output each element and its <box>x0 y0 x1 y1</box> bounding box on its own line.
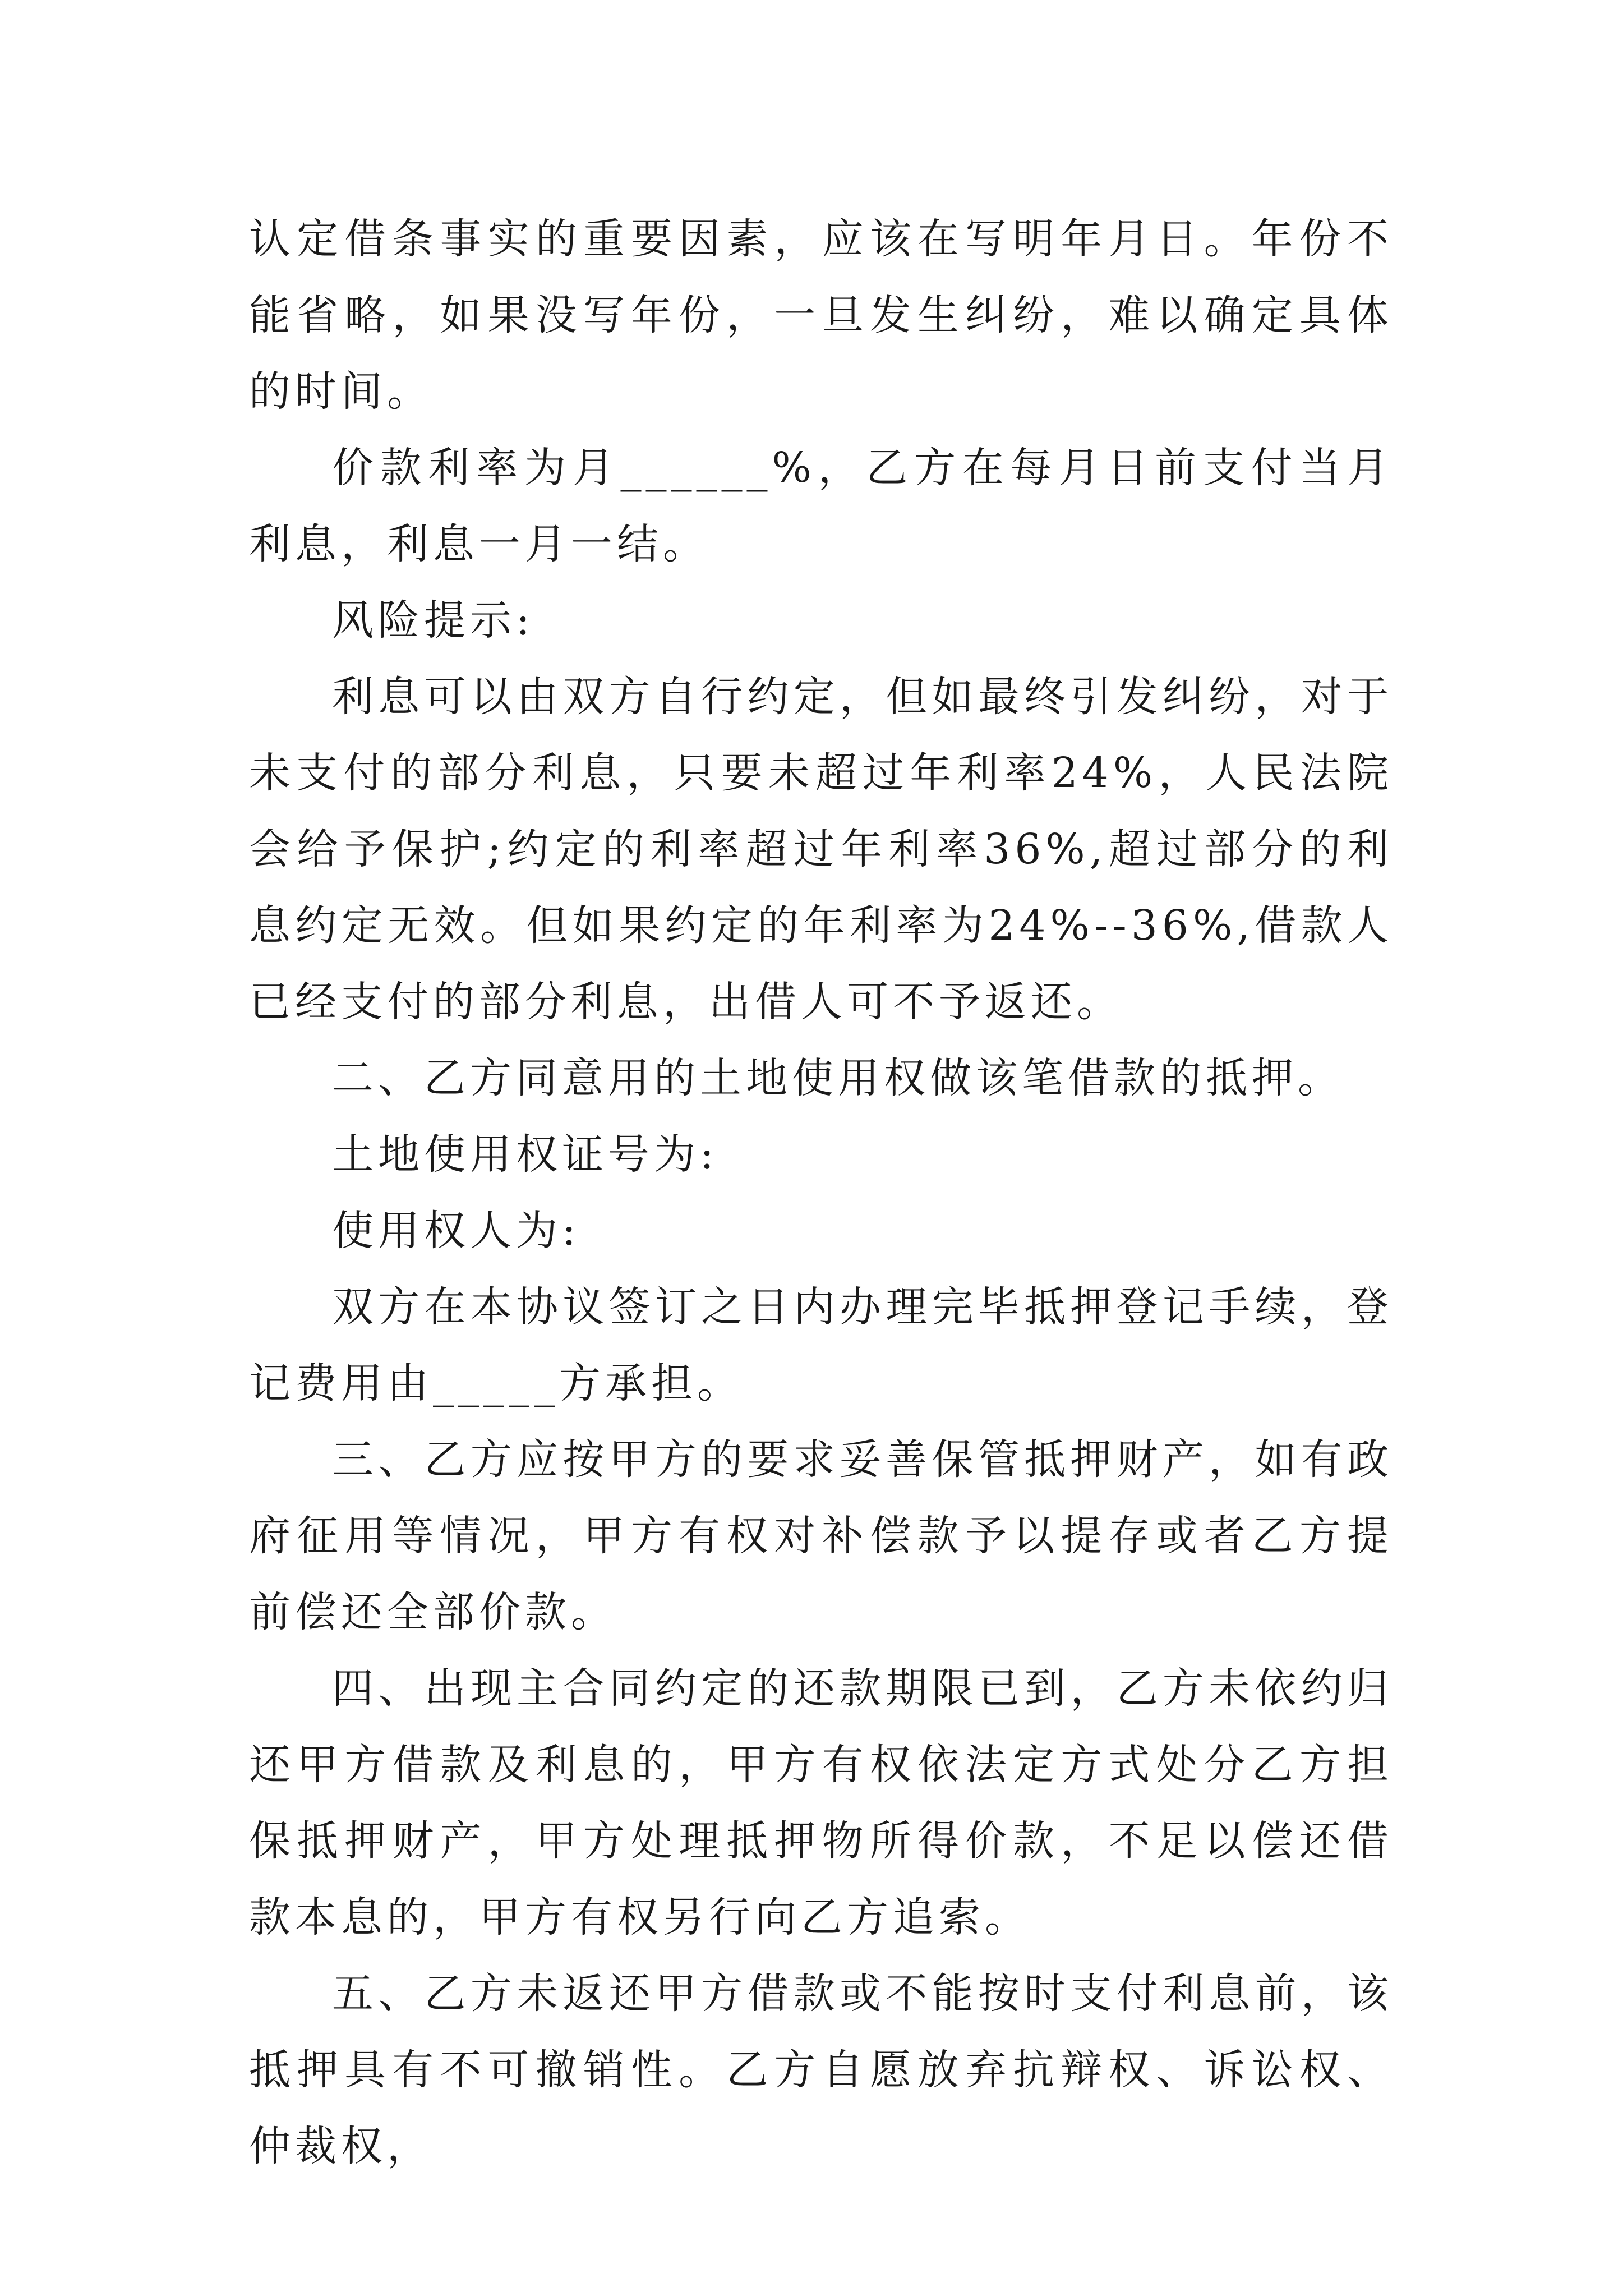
paragraph: 认定借条事实的重要因素，应该在写明年月日。年份不能省略，如果没写年份，一旦发生纠纷，难以确定具体的时间。 <box>249 215 1393 416</box>
paragraph: 利息可以由双方自行约定，但如最终引发纠纷，对于未支付的部分利息，只要未超过年利率24%，人民法院会给予保护;约定的利率超过年利率36%,超过部分的利息约定无效。但如果约定的年利率为24%--36%,借款人已经支付的部分利息，出借人可不予返还。 <box>249 673 1393 1026</box>
paragraph: 二、乙方同意用的土地使用权做该笔借款的抵押。 <box>332 1054 1344 1102</box>
paragraph: 使用权人为: <box>332 1207 580 1255</box>
paragraph: 风险提示: <box>332 596 534 645</box>
paragraph: 五、乙方未返还甲方借款或不能按时支付利息前，该抵押具有不可撤销性。乙方自愿放弃抗辩权、诉讼权、仲裁权， <box>249 1970 1393 2170</box>
paragraph: 价款利率为月______%，乙方在每月日前支付当月利息，利息一月一结。 <box>249 444 1393 568</box>
paragraph: 土地使用权证号为: <box>332 1130 718 1179</box>
paragraph: 四、出现主合同约定的还款期限已到，乙方未依约归还甲方借款及利息的，甲方有权依法定方式处分乙方担保抵押财产，甲方处理抵押物所得价款，不足以偿还借款本息的，甲方有权另行向乙方追索。 <box>249 1664 1393 1941</box>
paragraph: 双方在本协议签订之日内办理完毕抵押登记手续，登记费用由_____方承担。 <box>249 1283 1393 1407</box>
paragraph: 三、乙方应按甲方的要求妥善保管抵押财产，如有政府征用等情况，甲方有权对补偿款予以提存或者乙方提前偿还全部价款。 <box>249 1435 1393 1636</box>
document-body <box>249 201 1393 2184</box>
